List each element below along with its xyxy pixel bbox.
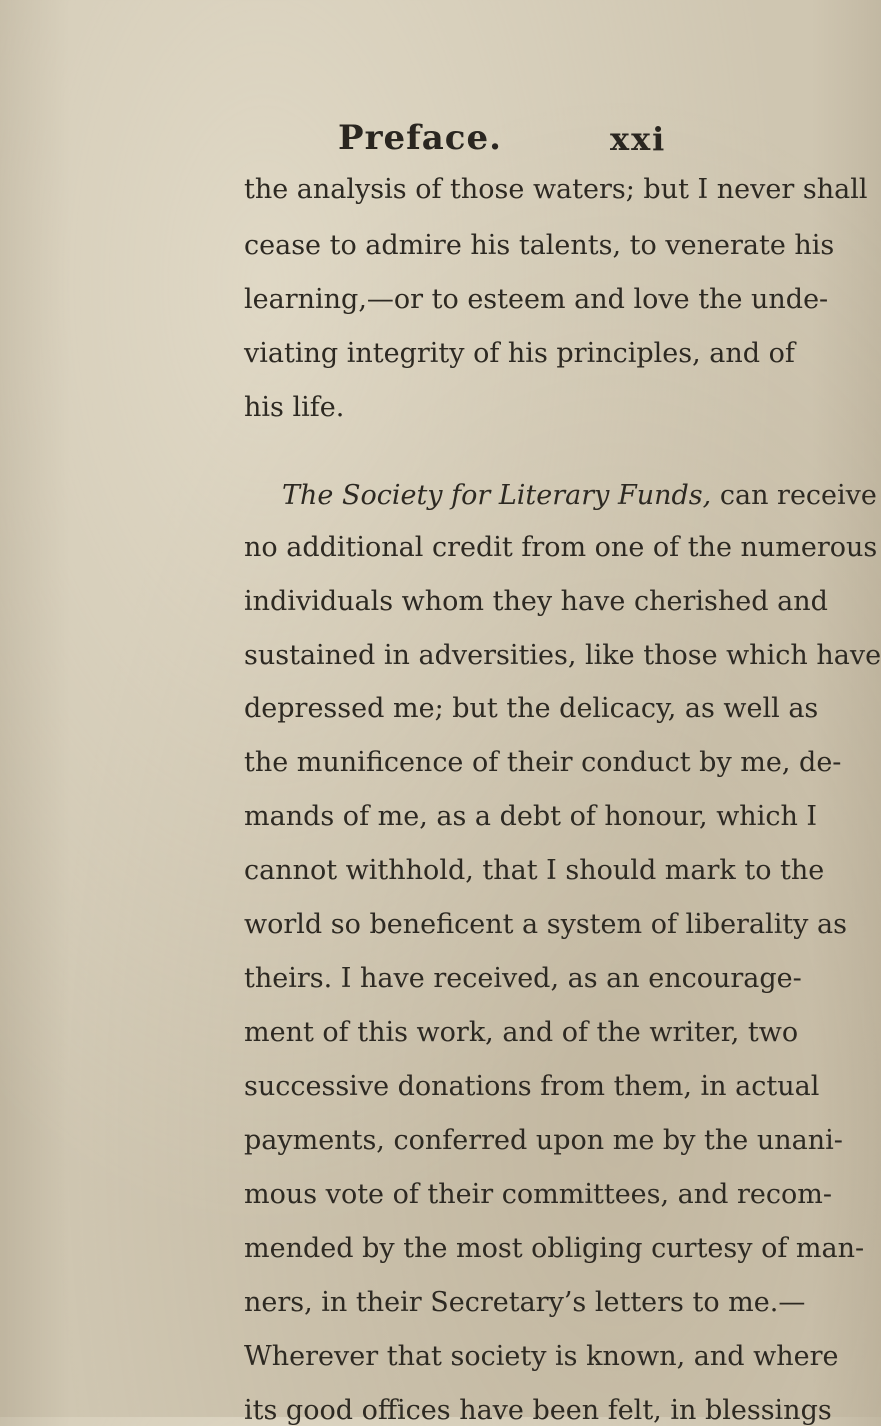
text-line: successive donations from them, in actual — [244, 1071, 820, 1102]
running-head: Preface. — [338, 118, 502, 158]
text-line: ners, in their Secretary’s letters to me.— — [244, 1287, 806, 1318]
page-header — [0, 118, 800, 168]
text-line: cease to admire his talents, to venerate his — [244, 230, 835, 261]
text-line: no additional credit from one of the numerous — [244, 532, 878, 563]
text-line: learning,—or to esteem and love the unde- — [244, 284, 829, 315]
text-line: theirs. I have received, as an encourage- — [244, 963, 802, 994]
text-line: mous vote of their committees, and recom- — [244, 1179, 833, 1210]
text-line: his life. — [244, 392, 345, 423]
text-line: mands of me, as a debt of honour, which I — [244, 801, 818, 832]
text-line: depressed me; but the delicacy, as well as — [244, 693, 819, 724]
text-line: world so beneficent a system of liberality as — [244, 909, 847, 940]
text-line: payments, conferred upon me by the unani- — [244, 1125, 843, 1156]
text-span: can receive — [719, 480, 877, 511]
text-line: the munificence of their conduct by me, de- — [244, 747, 842, 778]
text-line-first — [282, 480, 877, 511]
text-line: Wherever that society is known, and where — [244, 1341, 839, 1372]
text-line: mended by the most obliging curtesy of man- — [244, 1233, 865, 1264]
page-number: xxi — [610, 120, 667, 158]
text-line: viating integrity of his principles, and of — [244, 338, 795, 369]
text-line: individuals whom they have cherished and — [244, 586, 828, 617]
text-line: the analysis of those waters; but I never shall — [244, 174, 868, 205]
text-line: cannot withhold, that I should mark to the — [244, 855, 825, 886]
text-line: its good offices have been felt, in blessings — [244, 1395, 832, 1426]
text-line: ment of this work, and of the writer, two — [244, 1017, 799, 1048]
society-name: The Society for Literary Funds, — [282, 480, 712, 511]
text-line: sustained in adversities, like those which have — [244, 640, 881, 671]
